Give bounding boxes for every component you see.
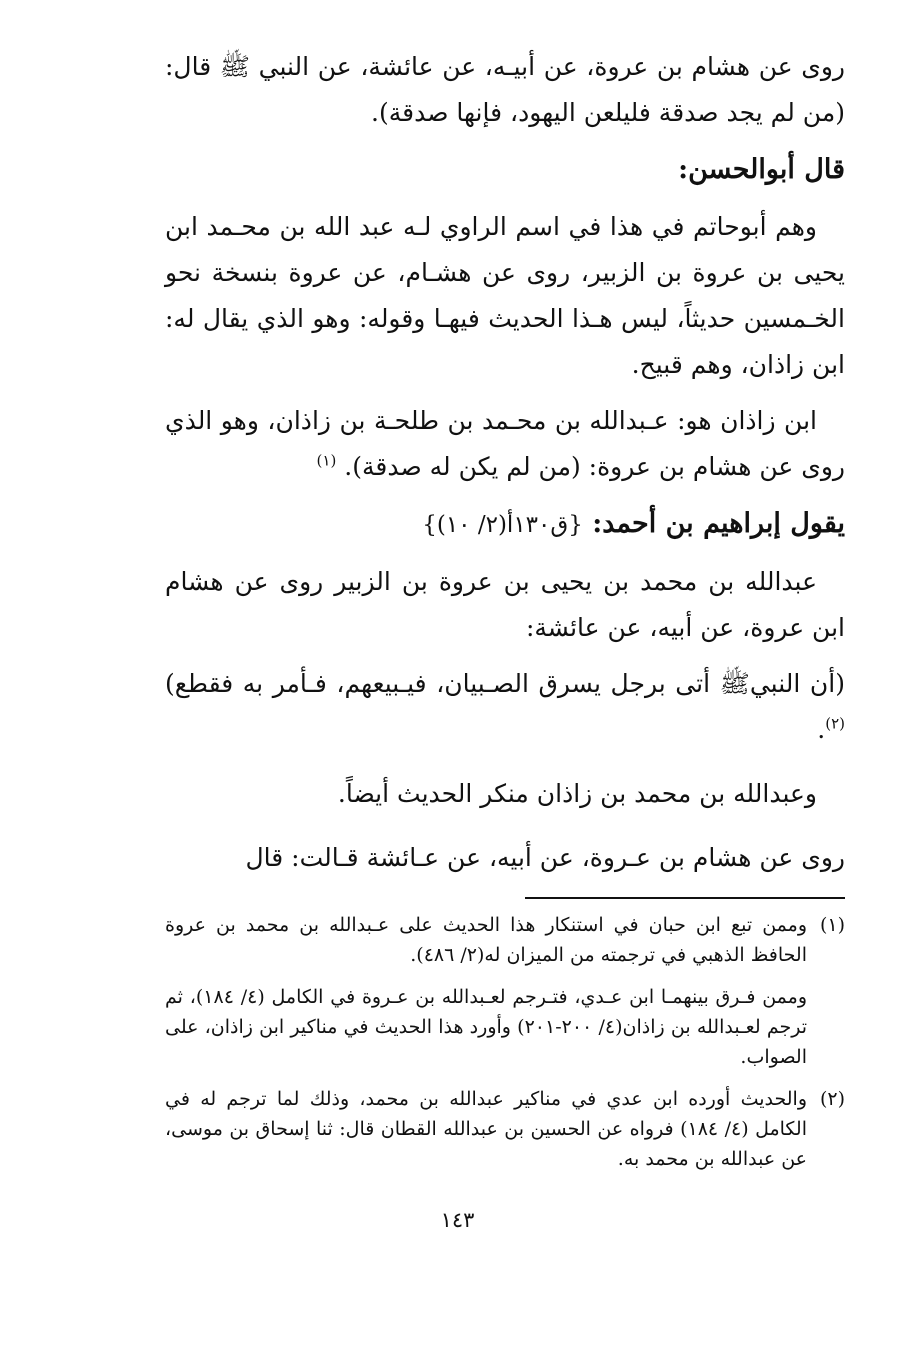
footnote-ref-1: (١) xyxy=(316,451,337,470)
footnote-divider xyxy=(525,897,845,899)
footnote-2-text: والحديث أورده ابن عدي في مناكير عبدالله بن محمد، وذلك لما ترجم له في الكامل (٤/ ١٨٤) فرواه عن الحسين بن عبدالله القطان قال: ثنا إسحاق بن موسى، عن عبدالله بن محمد به. xyxy=(165,1088,807,1170)
paragraph-hadith-1: روى عن هشام بن عروة، عن أبيـه، عن عائشة، عن النبي ﷺ قال: (من لم يجد صدقة فليلعن اليهود، فإنها صدقة). xyxy=(165,52,845,127)
paragraph-hadith-2-text: (أن النبيﷺ أتى برجل يسرق الصـبيان، فيـبيعهم، فـأمر به فقطع) xyxy=(165,669,845,698)
footnotes xyxy=(165,910,845,1186)
footnote-2-number: (٢) xyxy=(819,1088,845,1110)
paragraph-hadith-3: روى عن هشام بن عـروة، عن أبيه، عن عـائشة قـالت: قال xyxy=(245,843,845,872)
heading-ibrahim-text: يقول إبراهيم بن أحمد: xyxy=(592,508,845,539)
footnote-1 xyxy=(165,910,845,970)
heading-ibrahim-ibn-ahmad xyxy=(165,500,845,549)
manuscript-ref: {ق١٣٠أ(٢/ ١٠)} xyxy=(422,512,583,538)
heading-abu-al-hasan: قال أبوالحسن: xyxy=(678,154,845,185)
footnote-2 xyxy=(165,1084,845,1174)
paragraph-narrator: عبدالله بن محمد بن يحيى بن عروة بن الزبير روى عن هشام ابن عروة، عن أبيه، عن عائشة: xyxy=(165,567,845,642)
footnote-ref-2: (٢) xyxy=(825,714,845,733)
footnote-1-text: وممن تبع ابن حبان في استنكار هذا الحديث على عـبدالله بن محمد بن عروة الحافظ الذهبي في ترجمته من الميزان له(٢/ ٤٨٦). xyxy=(165,914,807,966)
paragraph-hadith-2 xyxy=(165,661,845,753)
main-text xyxy=(165,44,845,891)
page-number: ١٤٣ xyxy=(440,1208,475,1232)
paragraph-hadith-2-end: . xyxy=(817,715,826,744)
paragraph-commentary-1: وهم أبوحاتم في هذا في اسم الراوي لـه عبد الله بن محـمد ابن يحيى بن عروة بن الزبير، روى عن هشـام، عن عروة بنسخة نحو الخـمسين حديثاً، ليس هـذا الحديث فيهـا وقوله: وهو الذي يقال له: ابن زاذان، وهم قبيح. xyxy=(165,212,845,379)
footnote-1-number: (١) xyxy=(819,914,845,936)
footnote-1-continuation: وممن فـرق بينهمـا ابن عـدي، فتـرجم لعـبدالله بن عـروة في الكامل (٤/ ١٨٤)، ثم ترجم لعـبدالله بن زاذان(٤/ ٢٠٠-٢٠١) وأورد هذا الحديث في مناكير ابن زاذان، على الصواب. xyxy=(165,986,807,1068)
paragraph-commentary-2 xyxy=(165,398,845,490)
paragraph-commentary-2-text: ابن زاذان هو: عـبدالله بن محـمد بن طلحـة بن زاذان، وهو الذي روى عن هشام بن عروة: (من لم يكن له صدقة). xyxy=(165,406,845,481)
paragraph-munkar: وعبدالله بن محمد بن زاذان منكر الحديث أيضاً. xyxy=(337,779,817,808)
